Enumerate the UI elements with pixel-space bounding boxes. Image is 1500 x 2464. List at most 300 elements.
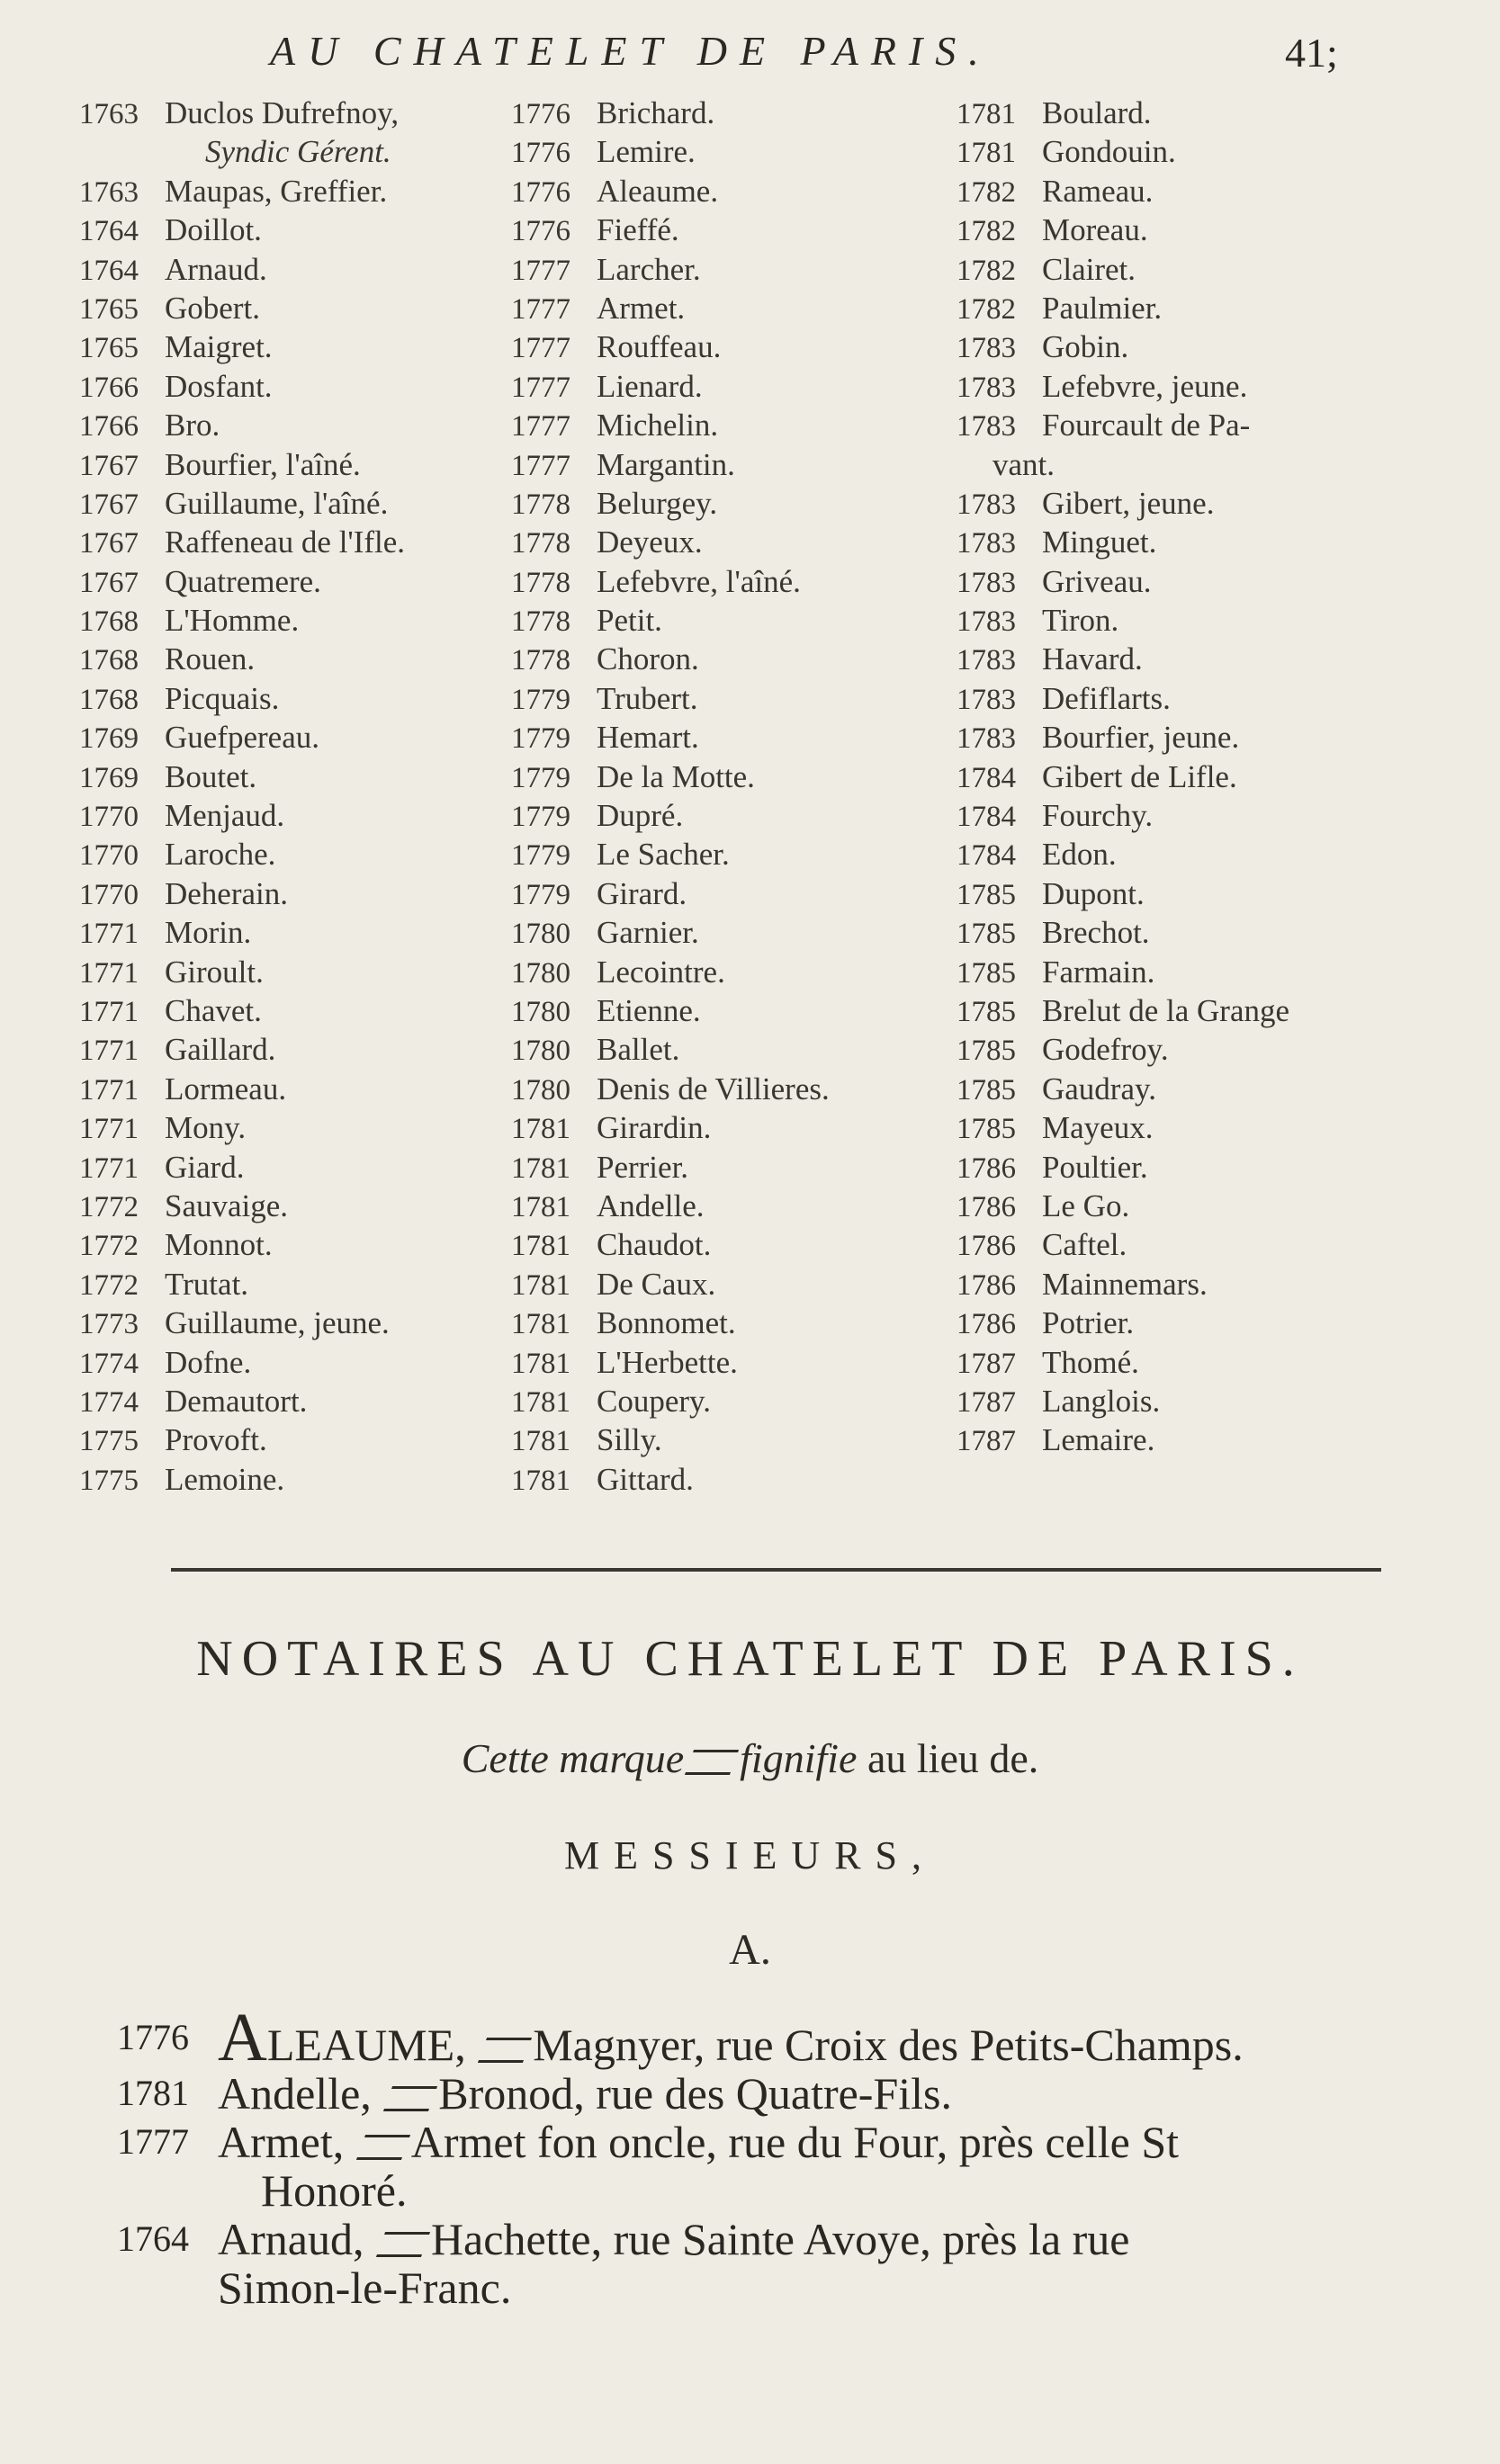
admission-year: 1780 [511,1035,570,1068]
notary-entry [511,874,961,913]
notary-name: Lemaire. [1042,1422,1155,1458]
notary-name: Guillaume, l'aîné. [165,485,389,521]
notary-entry [957,445,1460,484]
notary-name: De Caux. [597,1266,716,1302]
notary-name: De la Motte. [597,758,755,794]
notary-name: Bro. [165,408,220,444]
notary-name: Margantin. [597,446,735,482]
section-title: NOTAIRES AU CHATELET DE PARIS. [196,1631,1304,1687]
admission-year: 1784 [957,801,1016,834]
admission-year: 1777 [511,449,570,482]
admission-year: 1776 [511,215,570,248]
notary-entry [957,913,1460,952]
notary-name: Lefebvre, l'aîné. [597,563,801,599]
admission-year: 1778 [511,644,570,677]
admission-year: 1786 [957,1308,1016,1341]
admission-year: 1771 [79,1035,139,1068]
admission-year: 1781 [511,1308,570,1341]
admission-year: 1774 [79,1347,139,1380]
notary-name: Maigret. [165,329,273,365]
notary-entry [957,132,1460,171]
notary-entry [511,991,961,1030]
notary-name: Morin. [165,915,252,951]
admission-year: 1780 [511,956,570,990]
admission-year: 1781 [511,1190,570,1223]
notary-name: L'Homme. [165,603,300,639]
notary-name: Le Sacher. [597,837,730,873]
equals-mark-icon [685,1750,739,1775]
admission-year: 1777 [511,332,570,365]
notary-name: Sauvaige. [165,1187,289,1223]
notary-name: Giard. [165,1149,245,1185]
notary-entry [79,289,502,327]
notary-name: Rameau. [1042,173,1154,209]
admission-year: 1785 [957,956,1016,990]
notary-name: Aleaume. [597,173,719,209]
notary-entry [511,1304,961,1342]
notary-entry [79,172,502,211]
admission-year: 1769 [79,722,139,756]
notary-name: L'Herbette. [597,1344,738,1380]
notary-name: Trubert. [597,680,698,716]
admission-year: 1785 [957,1035,1016,1068]
admission-year: 1781 [511,1230,570,1263]
admission-year: 1773 [79,1308,139,1341]
notary-entry [79,484,502,523]
notary-entry [511,640,961,678]
notary-name: Chaudot. [597,1227,712,1263]
admission-year: 1781 [511,1347,570,1380]
notary-name: Denis de Villieres. [597,1071,830,1107]
notary-entry [511,1030,961,1069]
notary-entry [79,1187,502,1225]
notary-entry [511,562,961,601]
admission-year: 1779 [511,839,570,873]
admission-year: 1785 [957,878,1016,911]
notary-name: Poultier. [1042,1149,1148,1185]
admission-year: 1779 [511,722,570,756]
equals-mark-icon [356,2135,410,2160]
notary-name: Arnaud, [218,2214,364,2264]
address-year: 1777 [117,2121,189,2162]
admission-year: 1781 [511,1151,570,1185]
notary-name: Garnier. [597,915,699,951]
admission-year: 1771 [79,995,139,1028]
notary-name: Giroult. [165,954,264,990]
address-entry [117,2118,1413,2166]
notary-entry [957,1070,1460,1108]
notary-entry [79,562,502,601]
notary-name: Arnaud. [165,251,267,287]
address-list [117,2000,1413,2313]
notary-name: Tiron. [1042,603,1119,639]
equals-mark-icon [478,2038,532,2063]
notary-entry [957,757,1460,796]
notary-entry [511,211,961,249]
notary-entry [79,406,502,444]
notary-entry [79,1382,502,1420]
equals-mark-icon [383,2086,437,2111]
admission-year: 1783 [957,722,1016,756]
admission-year: 1763 [79,175,139,209]
notary-name: Ballet. [597,1032,680,1068]
notary-entry [957,327,1460,366]
admission-year: 1782 [957,175,1016,209]
notary-name: Dosfant. [165,368,273,404]
admission-year: 1785 [957,1073,1016,1107]
notary-name: Dupré. [597,798,684,834]
notary-name: Gibert de Lifle. [1042,758,1237,794]
address-entry [117,2069,1413,2118]
admission-year: 1771 [79,918,139,951]
notary-name: Fieffé. [597,212,679,248]
notary-entry [79,211,502,249]
admission-year: 1781 [511,1425,570,1458]
notary-entry [511,327,961,366]
notary-entry [79,1460,502,1499]
admission-year: 1764 [79,254,139,287]
admission-year: 1783 [957,683,1016,716]
notary-name: LEAUME, [266,2020,466,2070]
notary-entry [511,132,961,171]
notary-name: Paulmier. [1042,290,1163,326]
notary-name: Fourcault de Pa- [1042,408,1251,444]
notary-name: Coupery. [597,1383,712,1419]
notary-entry [957,1382,1460,1420]
notary-name: Duclos Dufrefnoy, [165,95,400,130]
notary-name: Lienard. [597,368,703,404]
notary-name: Laroche. [165,837,276,873]
notary-entry [957,1304,1460,1342]
admission-year: 1787 [957,1347,1016,1380]
admission-year: 1778 [511,527,570,560]
notary-name: Mainnemars. [1042,1266,1208,1302]
notary-name: Gaudray. [1042,1071,1156,1107]
notary-list-column-3 [957,94,1460,1460]
admission-year: 1781 [511,1385,570,1419]
notary-entry [957,406,1460,444]
notary-name: Deyeux. [597,524,703,560]
notary-entry [957,601,1460,640]
admission-year: 1786 [957,1268,1016,1302]
admission-year: 1775 [79,1425,139,1458]
notary-entry [79,367,502,406]
notary-name: Moreau. [1042,212,1148,248]
admission-year: 1783 [957,332,1016,365]
notary-name: Griveau. [1042,563,1152,599]
address-entry [117,2215,1413,2263]
notary-name: Michelin. [597,408,719,444]
notary-entry [511,406,961,444]
notary-name: Dofne. [165,1344,252,1380]
section-divider [171,1568,1381,1572]
admission-year: 1776 [511,137,570,170]
notary-name: Clairet. [1042,251,1136,287]
notary-entry [79,327,502,366]
notary-entry [79,1225,502,1264]
admission-year: 1767 [79,566,139,599]
notary-entry [957,1265,1460,1304]
admission-year: 1779 [511,761,570,794]
admission-year: 1775 [79,1464,139,1497]
notary-name: Brechot. [1042,915,1150,951]
notary-entry [957,874,1460,913]
notary-entry [511,601,961,640]
admission-year: 1768 [79,683,139,716]
admission-year: 1765 [79,332,139,365]
admission-year: 1777 [511,254,570,287]
address-text: Magnyer, rue Croix des Petits-Champs. [533,2020,1244,2070]
admission-year: 1783 [957,488,1016,521]
notary-name: Girardin. [597,1110,712,1146]
notary-name: Edon. [1042,837,1117,873]
admission-year: 1769 [79,761,139,794]
notary-entry [957,1187,1460,1225]
notary-entry [957,250,1460,289]
admission-year: 1781 [957,137,1016,170]
admission-year: 1770 [79,801,139,834]
admission-year: 1771 [79,1073,139,1107]
admission-year: 1783 [957,644,1016,677]
notary-entry [511,1148,961,1187]
notary-entry [957,1108,1460,1147]
notary-name: Etienne. [597,992,701,1028]
notary-entry [79,991,502,1030]
notary-name: Hemart. [597,720,699,756]
notary-name: Doillot. [165,212,262,248]
notary-name: Bourfier, jeune. [1042,720,1240,756]
admission-year: 1778 [511,605,570,639]
notary-name: Lefebvre, jeune. [1042,368,1248,404]
notary-entry [511,1420,961,1459]
admission-year: 1781 [511,1113,570,1146]
notary-name: Gittard. [597,1461,694,1497]
note-prefix: Cette marque [461,1735,685,1781]
notary-name: Petit. [597,603,662,639]
admission-year: 1767 [79,488,139,521]
notary-name: Mony. [165,1110,247,1146]
note-verb: fignifie [740,1735,858,1781]
notary-name: Langlois. [1042,1383,1161,1419]
notary-entry [957,953,1460,991]
admission-year: 1785 [957,1113,1016,1146]
admission-year: 1764 [79,215,139,248]
notary-name: Thomé. [1042,1344,1139,1380]
admission-year: 1783 [957,527,1016,560]
admission-year: 1785 [957,995,1016,1028]
notary-entry [957,835,1460,874]
notary-name: Caftel. [1042,1227,1127,1263]
notary-name: Maupas, Greffier. [165,173,388,209]
notary-name: Rouffeau. [597,329,722,365]
notary-name: Deherain. [165,875,289,911]
address-text: Hachette, rue Sainte Avoye, près la rue [430,2214,1130,2264]
alphabet-letter: A. [729,1926,771,1974]
notary-name: Andelle, [218,2068,372,2119]
admission-year: 1768 [79,605,139,639]
admission-year: 1771 [79,956,139,990]
notary-entry [79,601,502,640]
notary-name: Larcher. [597,251,701,287]
notary-name: Girard. [597,875,687,911]
admission-year: 1763 [79,98,139,130]
notary-name: Bonnomet. [597,1305,736,1341]
admission-year: 1786 [957,1190,1016,1223]
admission-year: 1766 [79,371,139,404]
notary-name: Gondouin. [1042,134,1176,170]
notary-entry [79,1304,502,1342]
admission-year: 1783 [957,410,1016,444]
admission-year: 1780 [511,995,570,1028]
notary-entry [79,523,502,561]
notary-name: Lemoine. [165,1461,285,1497]
notary-entry [79,1343,502,1382]
admission-year: 1774 [79,1385,139,1419]
notary-name: Provoft. [165,1422,267,1458]
notary-entry [957,1148,1460,1187]
notary-entry [511,835,961,874]
address-continuation: Honoré. [261,2165,408,2216]
notary-name: Gobert. [165,290,260,326]
notary-entry [511,1382,961,1420]
notary-name: Boulard. [1042,95,1152,130]
admission-year: 1772 [79,1268,139,1302]
notary-list-column-1 [79,94,502,1499]
notary-entry [79,679,502,718]
notary-entry [511,913,961,952]
notary-name: Quatremere. [165,563,321,599]
admission-year: 1782 [957,292,1016,326]
notary-entry [79,445,502,484]
notary-name: Picquais. [165,680,280,716]
admission-year: 1786 [957,1230,1016,1263]
notary-entry [511,1265,961,1304]
notary-entry [957,796,1460,835]
notary-entry [957,94,1460,132]
admission-year: 1776 [511,175,570,209]
admission-year: 1767 [79,449,139,482]
admission-year: 1784 [957,839,1016,873]
notary-name: Monnot. [165,1227,273,1263]
admission-year: 1765 [79,292,139,326]
notary-entry [511,445,961,484]
notary-name: Fourchy. [1042,798,1154,834]
notary-name: Farmain. [1042,954,1155,990]
notary-entry [79,1265,502,1304]
notary-entry [957,211,1460,249]
notary-name: Lecointre. [597,954,725,990]
admission-year: 1766 [79,410,139,444]
notary-name: Godefroy. [1042,1032,1169,1068]
admission-year: 1777 [511,292,570,326]
notary-entry [79,132,502,171]
notary-name: Menjaud. [165,798,285,834]
notary-entry [511,523,961,561]
notary-entry [957,484,1460,523]
notary-entry [511,94,961,132]
notary-entry [957,640,1460,678]
notary-entry [957,172,1460,211]
admission-year: 1776 [511,98,570,130]
notary-name: Gobin. [1042,329,1129,365]
address-text: Armet fon oncle, rue du Four, près celle St [410,2117,1180,2167]
notary-name: Dupont. [1042,875,1145,911]
notary-entry [79,1070,502,1108]
notary-name: Le Go. [1042,1187,1130,1223]
notary-entry [957,1343,1460,1382]
notary-name: Bourfier, l'aîné. [165,446,361,482]
notary-entry [957,991,1460,1030]
notary-entry [957,562,1460,601]
admission-year: 1780 [511,1073,570,1107]
notary-entry [79,1420,502,1459]
drop-initial: A [218,2000,267,2075]
admission-year: 1786 [957,1151,1016,1185]
notary-entry [79,757,502,796]
admission-year: 1781 [957,98,1016,130]
notary-entry [511,953,961,991]
admission-year: 1779 [511,801,570,834]
notary-list-column-2 [511,94,961,1499]
admission-year: 1780 [511,918,570,951]
address-year: 1781 [117,2073,189,2113]
admission-year: 1779 [511,683,570,716]
mark-note [0,1734,1500,1782]
notary-entry [511,1460,961,1499]
admission-year: 1787 [957,1385,1016,1419]
notary-entry [511,1343,961,1382]
notary-entry [511,718,961,757]
admission-year: 1778 [511,488,570,521]
notary-name: Brichard. [597,95,715,130]
notary-name: Armet. [597,290,686,326]
admission-year: 1777 [511,371,570,404]
notary-entry [957,1030,1460,1069]
notary-name: Andelle. [597,1187,705,1223]
notary-entry [79,913,502,952]
notary-entry [79,1108,502,1147]
admission-year: 1768 [79,644,139,677]
admission-year: 1770 [79,839,139,873]
notary-name: Silly. [597,1422,662,1458]
notary-entry [511,1187,961,1225]
notary-name: Rouen. [165,641,256,677]
notary-name: vant. [993,446,1055,482]
notary-entry [79,796,502,835]
notary-entry [79,250,502,289]
notary-name: Guillaume, jeune. [165,1305,390,1341]
admission-year: 1783 [957,566,1016,599]
admission-year: 1770 [79,878,139,911]
notary-entry [79,835,502,874]
notary-entry [957,289,1460,327]
notary-entry [511,1225,961,1264]
notary-name: Lormeau. [165,1071,287,1107]
notary-name: Raffeneau de l'Ifle. [165,524,406,560]
admission-year: 1767 [79,527,139,560]
admission-year: 1781 [511,1464,570,1497]
notary-name: Chavet. [165,992,262,1028]
notary-name: Demautort. [165,1383,308,1419]
running-title: AU CHATELET DE PARIS. [270,28,992,74]
admission-year: 1785 [957,918,1016,951]
admission-year: 1777 [511,410,570,444]
notary-entry [957,1420,1460,1459]
notary-entry [79,640,502,678]
notary-entry [511,289,961,327]
admission-year: 1772 [79,1190,139,1223]
admission-year: 1771 [79,1113,139,1146]
